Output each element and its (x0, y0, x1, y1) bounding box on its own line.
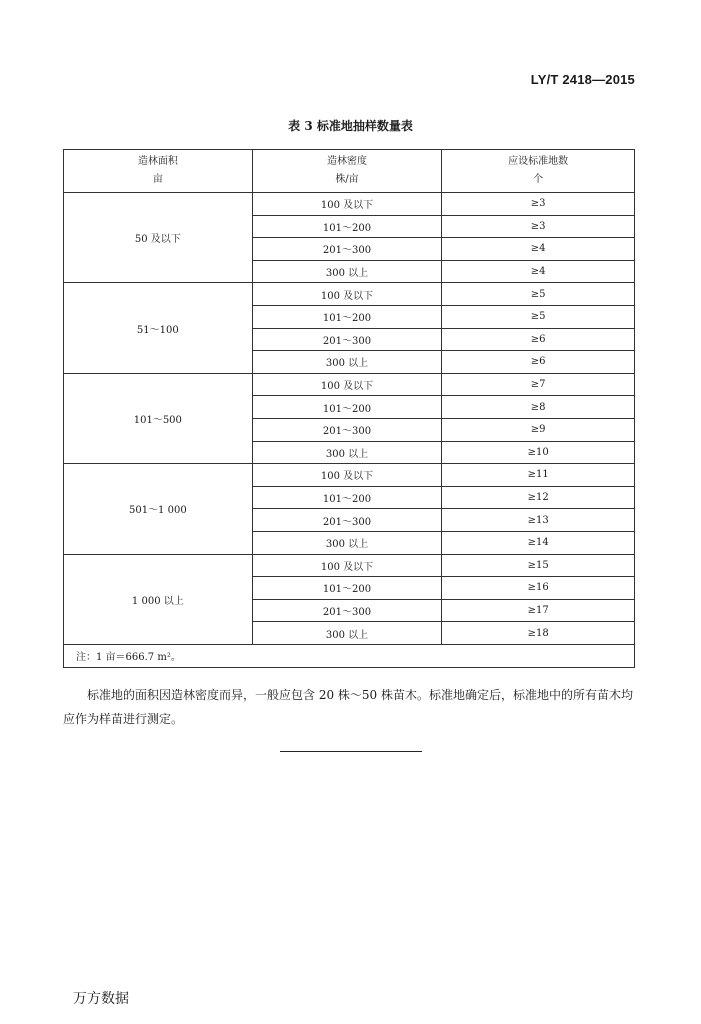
density-cell: 201～300 (252, 599, 442, 622)
table-row (64, 464, 635, 487)
density-cell: 100 及以下 (252, 193, 442, 216)
count-cell: ≥16 (442, 577, 635, 600)
count-cell: ≥10 (442, 441, 635, 464)
count-cell: ≥11 (442, 464, 635, 487)
count-cell: ≥3 (442, 193, 635, 216)
table-note: 注：1 亩＝666.7 m²。 (64, 644, 635, 667)
density-cell: 101～200 (252, 486, 442, 509)
density-cell: 300 以上 (252, 351, 442, 374)
table-title: 表 3 标准地抽样数量表 (288, 119, 413, 133)
count-cell: ≥18 (442, 622, 635, 645)
table-row (64, 193, 635, 216)
density-cell: 201～300 (252, 238, 442, 261)
density-cell: 100 及以下 (252, 373, 442, 396)
sampling-table (63, 149, 635, 668)
header-area-label: 造林面积 (137, 156, 178, 167)
table-body (64, 193, 635, 645)
table-row (64, 283, 635, 306)
density-cell: 100 及以下 (252, 283, 442, 306)
header-density-unit: 株/亩 (335, 174, 359, 185)
table-note-row (64, 644, 635, 667)
body-paragraph: 标准地的面积因造林密度而异，一般应包含 20 株～50 株苗木。标准地确定后，标准地中的所有苗木均应作为样苗进行测定。 (63, 688, 633, 726)
count-cell: ≥9 (442, 418, 635, 441)
watermark-text: 万方数据 (73, 991, 129, 1007)
density-cell: 300 以上 (252, 622, 442, 645)
density-cell: 201～300 (252, 328, 442, 351)
end-divider (280, 751, 422, 752)
density-cell: 101～200 (252, 215, 442, 238)
density-cell: 300 以上 (252, 260, 442, 283)
count-cell: ≥17 (442, 599, 635, 622)
count-cell: ≥14 (442, 531, 635, 554)
density-cell: 100 及以下 (252, 554, 442, 577)
count-cell: ≥4 (442, 238, 635, 261)
count-cell: ≥7 (442, 373, 635, 396)
count-cell: ≥8 (442, 396, 635, 419)
table-header-row (64, 150, 635, 193)
density-cell: 100 及以下 (252, 464, 442, 487)
header-density-label: 造林密度 (327, 156, 367, 167)
density-cell: 201～300 (252, 509, 442, 532)
area-cell: 501～1 000 (64, 464, 253, 554)
header-count-unit: 个 (533, 174, 544, 185)
density-cell: 201～300 (252, 418, 442, 441)
header-area-unit: 亩 (152, 174, 163, 185)
density-cell: 300 以上 (252, 531, 442, 554)
table-row (64, 373, 635, 396)
header-cell-density (252, 150, 442, 193)
count-cell: ≥5 (442, 305, 635, 328)
count-cell: ≥3 (442, 215, 635, 238)
count-cell: ≥4 (442, 260, 635, 283)
density-cell: 101～200 (252, 305, 442, 328)
count-cell: ≥5 (442, 283, 635, 306)
area-cell: 101～500 (64, 373, 253, 463)
count-cell: ≥15 (442, 554, 635, 577)
table-row (64, 554, 635, 577)
count-cell: ≥13 (442, 509, 635, 532)
density-cell: 101～200 (252, 396, 442, 419)
count-cell: ≥6 (442, 328, 635, 351)
count-cell: ≥12 (442, 486, 635, 509)
header-cell-area (64, 150, 253, 193)
standard-code: LY/T 2418—2015 (530, 72, 635, 87)
area-cell: 1 000 以上 (64, 554, 253, 644)
header-cell-count (442, 150, 635, 193)
area-cell: 51～100 (64, 283, 253, 373)
density-cell: 300 以上 (252, 441, 442, 464)
count-cell: ≥6 (442, 351, 635, 374)
area-cell: 50 及以下 (64, 193, 253, 283)
header-count-label: 应设标准地数 (508, 156, 569, 167)
density-cell: 101～200 (252, 577, 442, 600)
